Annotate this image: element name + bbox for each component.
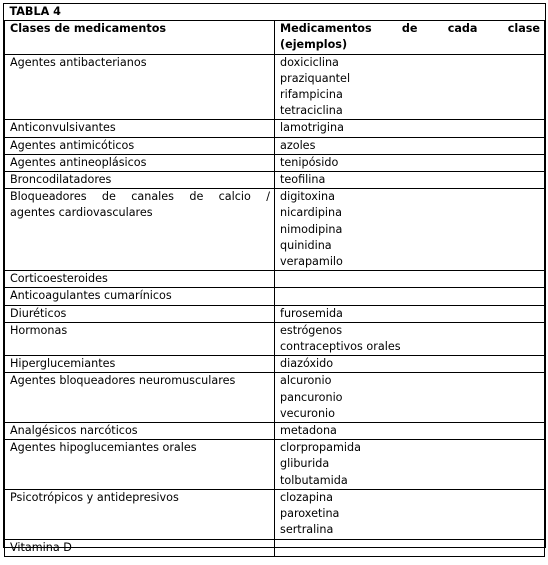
table-row bbox=[5, 288, 545, 305]
clase-cell bbox=[5, 322, 275, 355]
medicamentos-cell bbox=[275, 54, 545, 120]
table-row bbox=[5, 373, 545, 423]
clase-text: Agentes hipoglucemiantes orales bbox=[10, 441, 197, 455]
table-row bbox=[5, 356, 545, 373]
bottom-spacer-cell bbox=[5, 556, 545, 565]
clase-text: Agentes antibacterianos bbox=[10, 55, 147, 69]
clase-text: Hiperglucemiantes bbox=[10, 357, 116, 371]
medicamento-text: alcuronio bbox=[280, 374, 332, 388]
clase-text: Agentes bloqueadores neuromusculares bbox=[10, 374, 236, 388]
medication-table bbox=[4, 4, 545, 565]
clase-text: Corticoesteroides bbox=[10, 272, 108, 286]
clase-cell bbox=[5, 539, 275, 556]
clase-cell bbox=[5, 120, 275, 137]
medicamento-text: verapamilo bbox=[280, 255, 343, 269]
medicamentos-cell bbox=[275, 189, 545, 271]
medicamento-text: nicardipina bbox=[280, 206, 342, 220]
clase-cell bbox=[5, 489, 275, 539]
medicamento-text: pancuronio bbox=[280, 390, 343, 404]
header-clases: Clases de medicamentos bbox=[5, 21, 275, 54]
medicamento-text: nimodipina bbox=[280, 222, 343, 236]
medicamentos-cell bbox=[275, 305, 545, 322]
table-title: TABLA 4 bbox=[5, 4, 545, 21]
medicamentos-cell bbox=[275, 440, 545, 490]
medicamentos-cell bbox=[275, 172, 545, 189]
clase-cell bbox=[5, 271, 275, 288]
header-medicamentos-line1: Medicamentos de cada clase bbox=[280, 22, 540, 36]
medicamentos-cell bbox=[275, 489, 545, 539]
clase-cell bbox=[5, 305, 275, 322]
table-row bbox=[5, 489, 545, 539]
medicamentos-cell bbox=[275, 322, 545, 355]
table-row bbox=[5, 154, 545, 171]
medicamento-text: estrógenos bbox=[280, 323, 343, 337]
medicamentos-cell bbox=[275, 288, 545, 305]
table-row bbox=[5, 54, 545, 120]
bottom-spacer bbox=[5, 556, 545, 565]
medicamentos-cell bbox=[275, 356, 545, 373]
medicamento-text: paroxetina bbox=[280, 507, 340, 521]
header-medicamentos-line2: (ejemplos) bbox=[280, 38, 348, 52]
medicamento-text: metadona bbox=[280, 424, 337, 438]
table-row bbox=[5, 271, 545, 288]
medicamentos-cell bbox=[275, 271, 545, 288]
clase-text: Agentes antimicóticos bbox=[10, 138, 135, 152]
table-row bbox=[5, 172, 545, 189]
medicamento-text: furosemida bbox=[280, 306, 343, 320]
title-row bbox=[5, 4, 545, 21]
clase-text: Broncodilatadores bbox=[10, 173, 112, 187]
clase-cell bbox=[5, 373, 275, 423]
medicamentos-cell bbox=[275, 137, 545, 154]
medicamento-text: lamotrigina bbox=[280, 121, 344, 135]
medicamento-text: tenipósido bbox=[280, 155, 339, 169]
table-row bbox=[5, 120, 545, 137]
clase-text: Diuréticos bbox=[10, 306, 67, 320]
table-row bbox=[5, 189, 545, 271]
header-medicamentos bbox=[275, 21, 545, 54]
clase-text: Analgésicos narcóticos bbox=[10, 424, 138, 438]
clase-text: Anticonvulsivantes bbox=[10, 121, 116, 135]
medicamentos-cell bbox=[275, 423, 545, 440]
table-row bbox=[5, 539, 545, 556]
medicamento-text: clozapina bbox=[280, 490, 333, 504]
clase-cell bbox=[5, 288, 275, 305]
medicamento-text: sertralina bbox=[280, 523, 334, 537]
clase-cell bbox=[5, 154, 275, 171]
clase-text: agentes cardiovasculares bbox=[10, 206, 153, 220]
table-row bbox=[5, 322, 545, 355]
clase-cell bbox=[5, 356, 275, 373]
clase-text: Anticoagulantes cumarínicos bbox=[10, 289, 172, 303]
medicamento-text: azoles bbox=[280, 138, 316, 152]
medicamento-text: gliburida bbox=[280, 457, 330, 471]
table-container bbox=[3, 3, 546, 554]
clase-text: Agentes antineoplásicos bbox=[10, 155, 147, 169]
medicamento-text: praziquantel bbox=[280, 71, 351, 85]
clase-cell bbox=[5, 423, 275, 440]
medicamento-text: digitoxina bbox=[280, 190, 335, 204]
medicamento-text: teofilina bbox=[280, 173, 326, 187]
clase-cell bbox=[5, 172, 275, 189]
medicamento-text: vecuronio bbox=[280, 406, 335, 420]
clase-text: Vitamina D bbox=[10, 540, 72, 554]
clase-text: Psicotrópicos y antidepresivos bbox=[10, 490, 179, 504]
medicamento-text: clorpropamida bbox=[280, 441, 361, 455]
empty-cell bbox=[280, 540, 540, 556]
medicamentos-cell bbox=[275, 154, 545, 171]
clase-cell bbox=[5, 440, 275, 490]
table-row bbox=[5, 440, 545, 490]
medicamento-text: diazóxido bbox=[280, 357, 334, 371]
clase-text: Hormonas bbox=[10, 323, 68, 337]
clase-cell bbox=[5, 137, 275, 154]
medicamento-text: tolbutamida bbox=[280, 473, 348, 487]
medicamentos-cell bbox=[275, 373, 545, 423]
medicamento-text: contraceptivos orales bbox=[280, 340, 401, 354]
medicamento-text: rifampicina bbox=[280, 88, 343, 102]
empty-cell bbox=[280, 288, 540, 304]
table-row bbox=[5, 137, 545, 154]
clase-text: Bloqueadores de canales de calcio / bbox=[10, 190, 270, 204]
table-row bbox=[5, 423, 545, 440]
medicamento-text: tetraciclina bbox=[280, 104, 343, 118]
clase-cell bbox=[5, 54, 275, 120]
medicamento-text: quinidina bbox=[280, 238, 332, 252]
medicamento-text: doxiciclina bbox=[280, 55, 339, 69]
header-row bbox=[5, 21, 545, 54]
medicamentos-cell bbox=[275, 539, 545, 556]
clase-cell bbox=[5, 189, 275, 271]
table-row bbox=[5, 305, 545, 322]
empty-cell bbox=[280, 271, 540, 287]
medicamentos-cell bbox=[275, 120, 545, 137]
